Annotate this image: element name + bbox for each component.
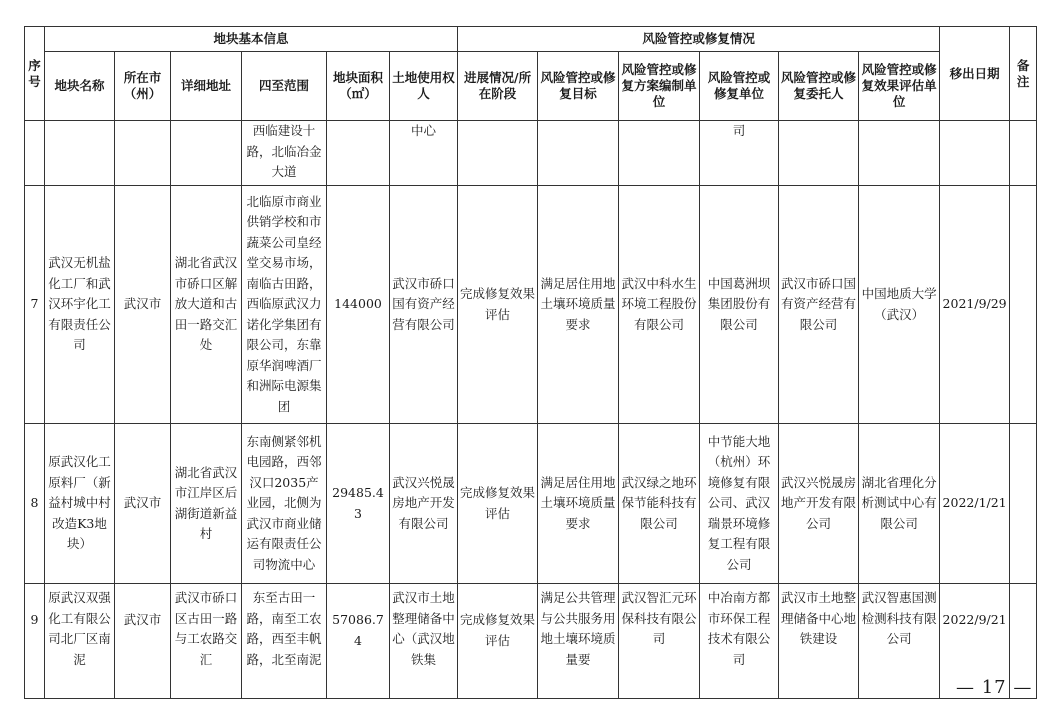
header-remarks: 备注 [1010,27,1037,121]
cell-target: 满足公共管理与公共服务用地土壤环境质量要 [538,584,619,699]
cell-plot-name: 武汉无机盐化工厂和武汉环宇化工有限责任公司 [45,186,115,424]
header-progress: 进展情况/所在阶段 [458,52,538,121]
cell-progress: 完成修复效果评估 [458,186,538,424]
cell-repair-unit: 司 [700,121,779,186]
header-area: 地块面积（㎡） [327,52,390,121]
cell-eval-unit: 湖北省理化分析测试中心有限公司 [859,424,940,584]
header-address: 详细地址 [171,52,242,121]
cell-plan-unit: 武汉绿之地环保节能科技有限公司 [619,424,700,584]
cell-client: 武汉市硚口国有资产经营有限公司 [779,186,859,424]
cell-removal-date: 2022/9/21 [940,584,1010,699]
header-seq: 序号 [25,27,45,121]
header-plan-unit: 风险管控或修复方案编制单位 [619,52,700,121]
table-row [25,584,1037,699]
cell-progress: 完成修复效果评估 [458,424,538,584]
cell-removal-date: 2021/9/29 [940,186,1010,424]
cell-target [538,121,619,186]
cell-removal-date: 2022/1/21 [940,424,1010,584]
cell-land-owner: 武汉市土地整理储备中心（武汉地铁集 [390,584,458,699]
cell-eval-unit [859,121,940,186]
header-group-basic-info: 地块基本信息 [45,27,458,52]
cell-seq: 9 [25,584,45,699]
cell-repair-unit: 中冶南方都市环保工程技术有限公司 [700,584,779,699]
cell-plot-name: 原武汉化工原料厂（新益村城中村改造K3地块） [45,424,115,584]
cell-plan-unit: 武汉中科水生环境工程股份有限公司 [619,186,700,424]
cell-city: 武汉市 [115,424,171,584]
cell-address [171,121,242,186]
cell-seq [25,121,45,186]
cell-remarks [1010,121,1037,186]
header-boundaries: 四至范围 [242,52,327,121]
header-repair-unit: 风险管控或修复单位 [700,52,779,121]
header-group-risk-control: 风险管控或修复情况 [458,27,940,52]
cell-eval-unit: 中国地质大学（武汉） [859,186,940,424]
cell-remarks [1010,186,1037,424]
table-row [25,186,1037,424]
cell-remarks [1010,424,1037,584]
header-removal-date: 移出日期 [940,27,1010,121]
cell-address: 武汉市硚口区古田一路与工农路交汇 [171,584,242,699]
header-target: 风险管控或修复目标 [538,52,619,121]
cell-target: 满足居住用地土壤环境质量要求 [538,424,619,584]
cell-land-owner: 中心 [390,121,458,186]
cell-boundaries: 北临原市商业供销学校和市蔬菜公司皇经堂交易市场，南临古田路，西临原武汉力诺化学集团有限公司，东靠原华润啤酒厂和洲际电源集团 [242,186,327,424]
cell-address: 湖北省武汉市江岸区后湖街道新益村 [171,424,242,584]
cell-repair-unit: 中国葛洲坝集团股份有限公司 [700,186,779,424]
cell-address: 湖北省武汉市硚口区解放大道和古田一路交汇处 [171,186,242,424]
cell-target: 满足居住用地土壤环境质量要求 [538,186,619,424]
header-city: 所在市（州） [115,52,171,121]
cell-city: 武汉市 [115,186,171,424]
header-plot-name: 地块名称 [45,52,115,121]
cell-city: 武汉市 [115,584,171,699]
header-client: 风险管控或修复委托人 [779,52,859,121]
cell-plot-name [45,121,115,186]
cell-boundaries: 东南侧紧邻机电园路，西邻汉口2035产业园，北侧为武汉市商业储运有限责任公司物流中心 [242,424,327,584]
cell-client: 武汉兴悦晟房地产开发有限公司 [779,424,859,584]
cell-plan-unit [619,121,700,186]
cell-plan-unit: 武汉智汇元环保科技有限公司 [619,584,700,699]
header-eval-unit: 风险管控或修复效果评估单位 [859,52,940,121]
land-registry-table [24,26,1037,699]
cell-repair-unit: 中节能大地（杭州）环境修复有限公司、武汉瑞景环境修复工程有限公司 [700,424,779,584]
cell-client: 武汉市土地整理储备中心地铁建设 [779,584,859,699]
cell-eval-unit: 武汉智惠国测检测科技有限公司 [859,584,940,699]
cell-client [779,121,859,186]
cell-plot-name: 原武汉双强化工有限公司北厂区南泥 [45,584,115,699]
cell-progress [458,121,538,186]
table-row [25,121,1037,186]
cell-seq: 8 [25,424,45,584]
cell-seq: 7 [25,186,45,424]
table-row [25,424,1037,584]
cell-boundaries: 东至古田一路，南至工农路，西至丰帆路，北至南泥 [242,584,327,699]
cell-removal-date [940,121,1010,186]
cell-boundaries: 西临建设十路，北临冶金大道 [242,121,327,186]
header-land-owner: 土地使用权人 [390,52,458,121]
cell-area: 29485.43 [327,424,390,584]
page-number: — 17 — [956,677,1033,698]
cell-area: 144000 [327,186,390,424]
cell-land-owner: 武汉兴悦晟房地产开发有限公司 [390,424,458,584]
cell-land-owner: 武汉市硚口国有资产经营有限公司 [390,186,458,424]
cell-progress: 完成修复效果评估 [458,584,538,699]
cell-area [327,121,390,186]
cell-city [115,121,171,186]
cell-area: 57086.74 [327,584,390,699]
